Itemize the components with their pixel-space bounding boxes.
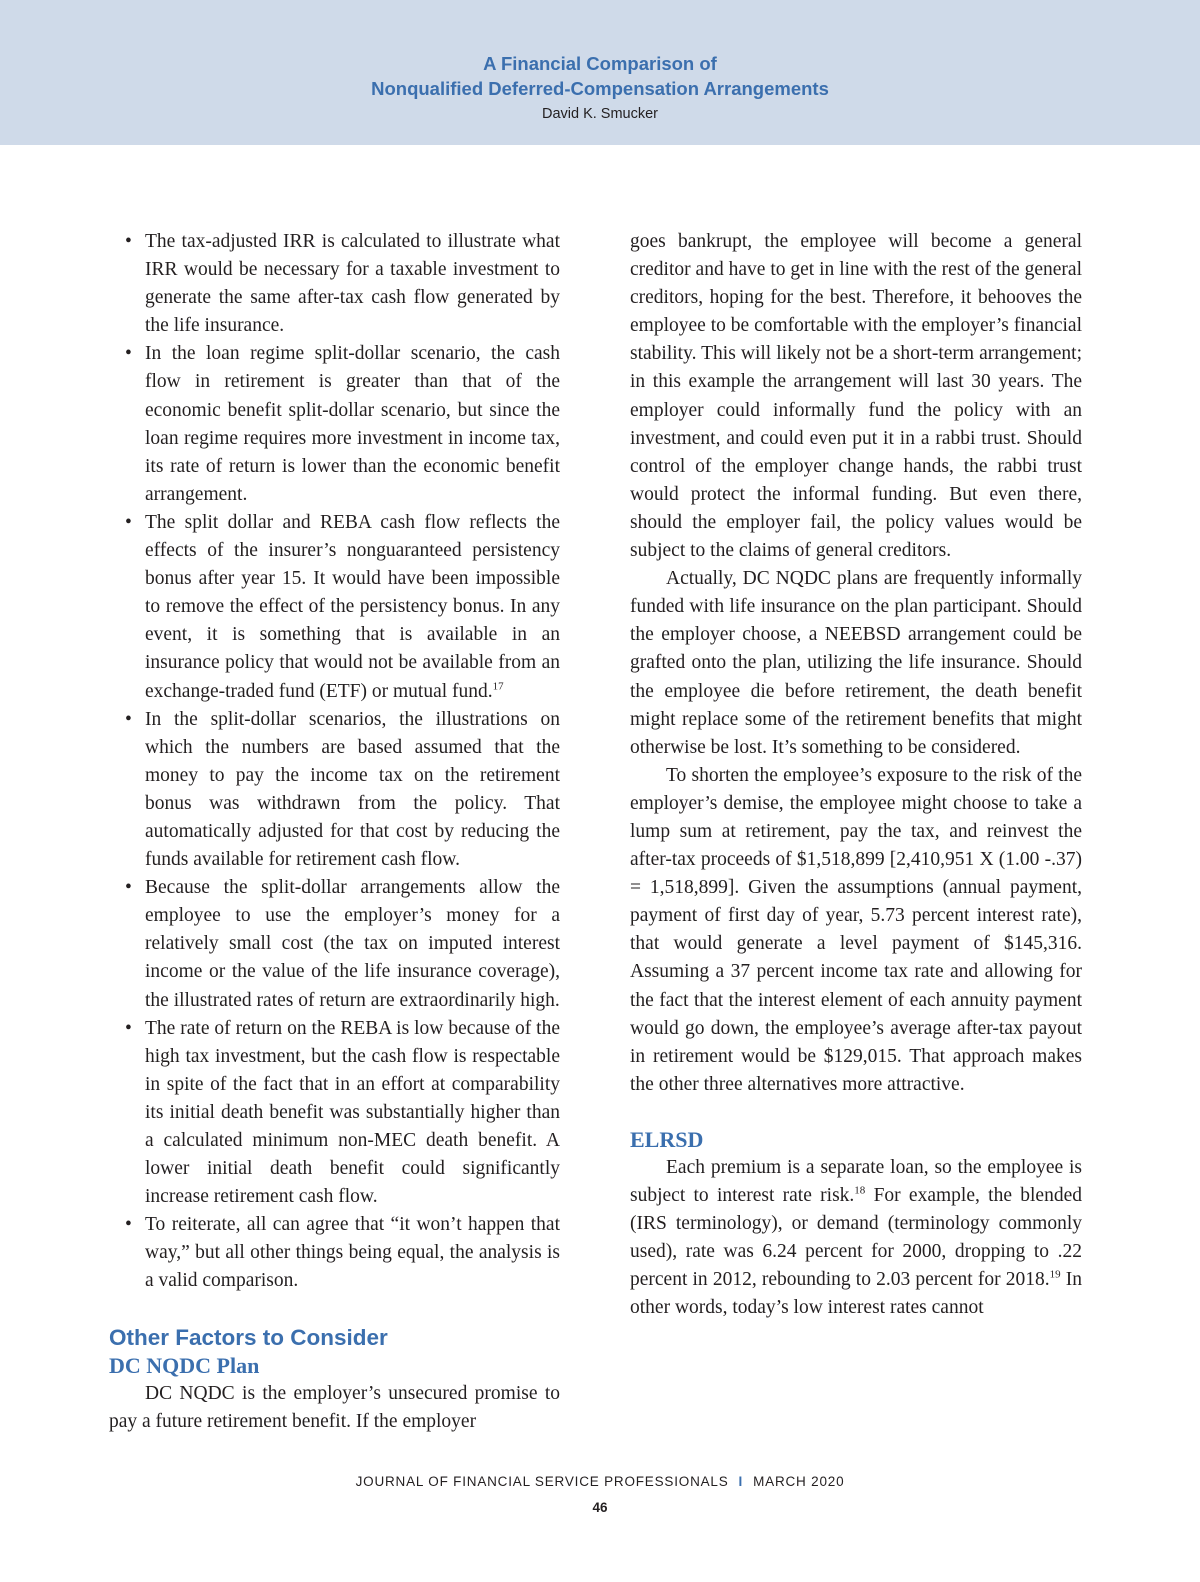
body-paragraph: goes bankrupt, the employee will become a general creditor and have to get in line with the rest of the general creditors, hoping for the best. Therefore, it behooves the employee to be comfortable with the employer’s financial stability. This will likely not be a short-term arrangement; in this example the arrangement will last 30 years. The employer could informally fund the policy with an investment, and could even put it in a rabbi trust. Should control of the employer change hands, the rabbi trust would protect the informal funding. But even there, should the employer fail, the policy values would be subject to the claims of general creditors. <box>630 231 1082 562</box>
bullet-item <box>109 1211 560 1295</box>
bullet-text: To reiterate, all can agree that “it won’t happen that way,” but all other things being equal, the analysis is a valid comparison. <box>145 1214 560 1292</box>
section-heading: Other Factors to Consider <box>109 1324 388 1350</box>
bullet-dot-icon: • <box>125 343 132 365</box>
page-number: 46 <box>592 1500 608 1515</box>
bullet-dot-icon: • <box>125 1017 132 1039</box>
bullet-text: In the split-dollar scenarios, the illustrations on which the numbers are based assumed that the money to pay the income tax on the retirement bonus was withdrawn from the policy. That automatically adjusted for that cost by reducing the funds available for retirement cash flow. <box>145 708 560 871</box>
right-column <box>630 228 1082 1322</box>
bullet-text: The rate of return on the REBA is low because of the high tax investment, but the cash flow is respectable in spite of the fact that in an effort at comparability its initial death benefit was substantially higher than a calculated minimum non-MEC death benefit. A lower initial death benefit could significantly increase retirement cash flow. <box>145 1017 560 1208</box>
body-paragraph: DC NQDC is the employer’s unsecured promise to pay a future retirement benefit. If the employer <box>109 1382 560 1432</box>
bullet-item <box>109 874 560 1014</box>
running-header <box>0 0 1200 145</box>
bullet-dot-icon: • <box>125 708 132 730</box>
bullet-item <box>109 509 560 706</box>
footer-separator: I <box>738 1474 744 1489</box>
footnote-ref-18[interactable]: 18 <box>854 1184 866 1197</box>
subheading-elrsd: ELRSD <box>630 1126 704 1152</box>
bullet-dot-icon: • <box>125 877 132 899</box>
running-footer <box>0 1474 1200 1489</box>
footnote-ref-17[interactable]: 17 <box>492 680 504 692</box>
left-column <box>109 228 560 1436</box>
article-title-line-1: A Financial Comparison of <box>483 53 717 74</box>
bullet-dot-icon: • <box>125 1214 132 1236</box>
footnote-ref-19[interactable]: 19 <box>1049 1268 1061 1281</box>
paragraph-text: In other words, today’s low interest rates cannot <box>630 1269 1082 1319</box>
article-author: David K. Smucker <box>541 106 659 122</box>
bullet-text: Because the split-dollar arrangements allow the employee to use the employer’s money for a relatively small cost (the tax on imputed interest income or the value of the life insurance coverage), the illustrated rates of return are extraordinarily high. <box>145 877 560 1011</box>
body-paragraph: To shorten the employee’s exposure to the risk of the employer’s demise, the employee might choose to take a lump sum at retirement, pay the tax, and reinvest the after-tax proceeds of $1,518,899 [2,410,951 X (1.00 -.37) = 1,518,899]. Given the assumptions (annual payment, payment of first day of year, 5.73 percent interest rate), that would generate a level payment of $145,316. Assuming a 37 percent income tax rate and allowing for the fact that the interest element of each annuity payment would go down, the employee’s average after-tax payout in retirement would be $129,015. That approach makes the other three alternatives more attractive. <box>630 764 1082 1095</box>
article-title-line-2: Nonqualified Deferred-Compensation Arrangements <box>371 78 829 99</box>
bullet-item <box>109 340 560 509</box>
bullet-text: The tax-adjusted IRR is calculated to illustrate what IRR would be necessary for a taxable investment to generate the same after-tax cash flow generated by the life insurance. <box>145 231 560 337</box>
bullet-item <box>109 228 560 340</box>
paragraph-text: Each premium is a separate loan, so the employee is subject to interest rate risk. <box>630 1156 1082 1206</box>
bullet-dot-icon: • <box>125 231 132 252</box>
bullet-item <box>109 706 560 875</box>
issue-date: MARCH 2020 <box>753 1474 845 1489</box>
bullet-text: In the loan regime split-dollar scenario, the cash flow in retirement is greater than that of the economic benefit split-dollar scenario, but since the loan regime requires more investment in income tax, its rate of return is lower than the economic benefit arrangement. <box>145 343 560 505</box>
body-paragraph <box>630 1154 1082 1323</box>
bullet-dot-icon: • <box>125 511 132 533</box>
journal-name: JOURNAL OF FINANCIAL SERVICE PROFESSIONALS <box>355 1474 729 1489</box>
body-paragraph: Actually, DC NQDC plans are frequently informally funded with life insurance on the plan participant. Should the employer choose, a NEEBSD arrangement could be grafted onto the plan, utilizing the life insurance. Should the employee die before retirement, the death benefit might replace some of the retirement benefits that might otherwise be lost. It’s something to be considered. <box>630 568 1082 758</box>
bullet-item <box>109 1015 560 1212</box>
bullet-list <box>109 228 560 1296</box>
subheading-dc-nqdc: DC NQDC Plan <box>109 1352 260 1378</box>
paragraph-text: For example, the blended (IRS terminology), or demand (terminology commonly used), rate was 6.24 percent for 2000, dropping to .22 percent in 2012, rebounding to 2.03 percent for 2018. <box>630 1185 1082 1291</box>
bullet-text: The split dollar and REBA cash flow reflects the effects of the insurer’s nonguaranteed persistency bonus after year 15. It would have been impossible to remove the effect of the persistency bonus. In any event, it is something that is available in an insurance policy that would not be available from an exchange-traded fund (ETF) or mutual fund. <box>145 511 560 702</box>
